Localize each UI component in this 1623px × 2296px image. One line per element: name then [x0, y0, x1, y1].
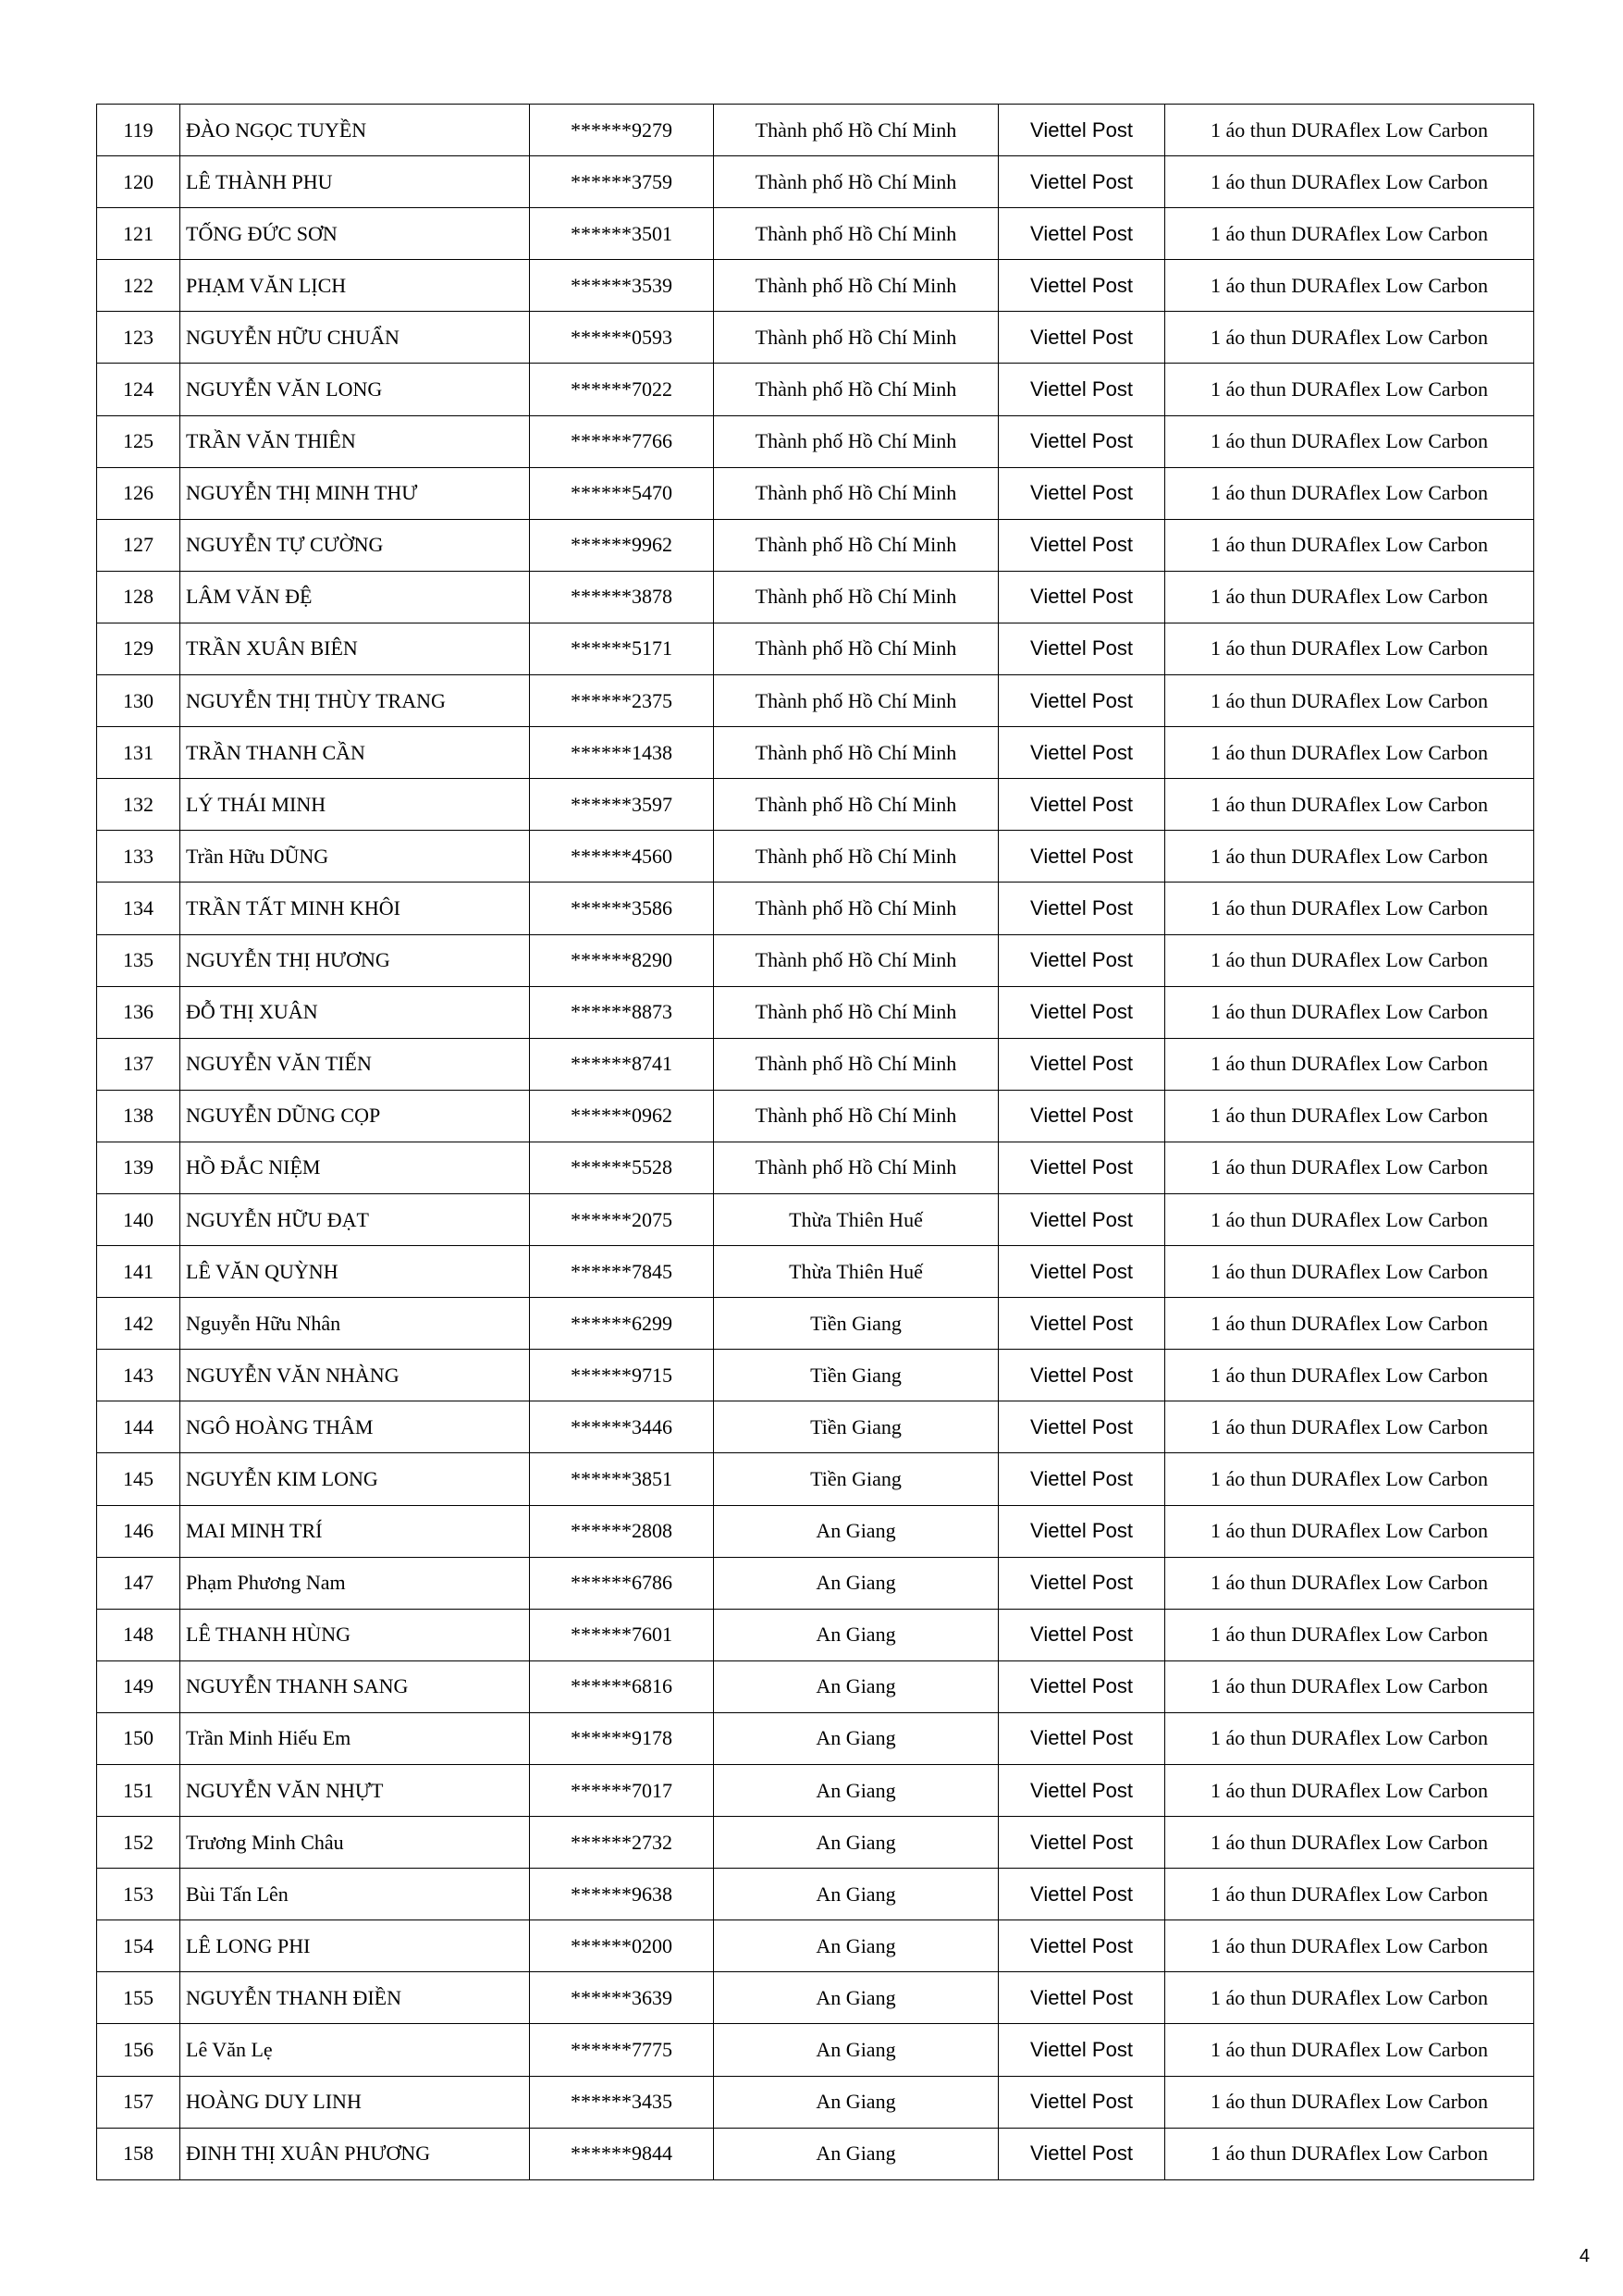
cell-prize: 1 áo thun DURAflex Low Carbon — [1165, 1298, 1534, 1350]
cell-number: 138 — [97, 1090, 180, 1142]
cell-province: An Giang — [714, 2128, 999, 2179]
cell-shipping: Viettel Post — [999, 1609, 1165, 1660]
cell-prize: 1 áo thun DURAflex Low Carbon — [1165, 312, 1534, 364]
cell-province: Thành phố Hồ Chí Minh — [714, 105, 999, 156]
cell-province: An Giang — [714, 1609, 999, 1660]
cell-shipping: Viettel Post — [999, 2128, 1165, 2179]
cell-prize: 1 áo thun DURAflex Low Carbon — [1165, 883, 1534, 934]
cell-name: NGUYỄN VĂN LONG — [180, 364, 530, 415]
cell-province: An Giang — [714, 1660, 999, 1712]
cell-shipping: Viettel Post — [999, 1453, 1165, 1505]
cell-name: NGUYỄN THỊ THÙY TRANG — [180, 675, 530, 727]
cell-name: NGÔ HOÀNG THÂM — [180, 1401, 530, 1453]
cell-province: Thành phố Hồ Chí Minh — [714, 156, 999, 208]
cell-prize: 1 áo thun DURAflex Low Carbon — [1165, 1660, 1534, 1712]
cell-number: 150 — [97, 1712, 180, 1764]
cell-province: Thành phố Hồ Chí Minh — [714, 623, 999, 674]
table-row — [97, 1972, 1534, 2024]
cell-province: Thừa Thiên Huế — [714, 1193, 999, 1245]
winners-table-body — [97, 105, 1534, 2180]
cell-province: Thành phố Hồ Chí Minh — [714, 831, 999, 883]
cell-shipping: Viettel Post — [999, 675, 1165, 727]
table-row — [97, 1142, 1534, 1193]
cell-name: LÂM VĂN ĐỆ — [180, 571, 530, 623]
cell-prize: 1 áo thun DURAflex Low Carbon — [1165, 1453, 1534, 1505]
cell-prize: 1 áo thun DURAflex Low Carbon — [1165, 934, 1534, 986]
cell-prize: 1 áo thun DURAflex Low Carbon — [1165, 1712, 1534, 1764]
cell-prize: 1 áo thun DURAflex Low Carbon — [1165, 156, 1534, 208]
cell-province: An Giang — [714, 2076, 999, 2128]
table-row — [97, 1350, 1534, 1401]
cell-prize: 1 áo thun DURAflex Low Carbon — [1165, 1817, 1534, 1869]
cell-shipping: Viettel Post — [999, 1193, 1165, 1245]
cell-prize: 1 áo thun DURAflex Low Carbon — [1165, 1246, 1534, 1298]
table-row — [97, 312, 1534, 364]
cell-shipping: Viettel Post — [999, 1972, 1165, 2024]
cell-province: Tiền Giang — [714, 1453, 999, 1505]
cell-prize: 1 áo thun DURAflex Low Carbon — [1165, 260, 1534, 312]
cell-prize: 1 áo thun DURAflex Low Carbon — [1165, 986, 1534, 1038]
cell-prize: 1 áo thun DURAflex Low Carbon — [1165, 1350, 1534, 1401]
table-row — [97, 1453, 1534, 1505]
cell-shipping: Viettel Post — [999, 1142, 1165, 1193]
table-row — [97, 1920, 1534, 1972]
cell-prize: 1 áo thun DURAflex Low Carbon — [1165, 364, 1534, 415]
cell-province: An Giang — [714, 1972, 999, 2024]
cell-number: 143 — [97, 1350, 180, 1401]
cell-prize: 1 áo thun DURAflex Low Carbon — [1165, 1765, 1534, 1817]
table-row — [97, 1505, 1534, 1557]
table-row — [97, 883, 1534, 934]
table-row — [97, 2128, 1534, 2179]
cell-phone: ******9715 — [530, 1350, 714, 1401]
cell-shipping: Viettel Post — [999, 1246, 1165, 1298]
cell-shipping: Viettel Post — [999, 312, 1165, 364]
cell-name: Lê Văn Lẹ — [180, 2024, 530, 2076]
cell-number: 123 — [97, 312, 180, 364]
cell-prize: 1 áo thun DURAflex Low Carbon — [1165, 779, 1534, 831]
cell-number: 140 — [97, 1193, 180, 1245]
cell-shipping: Viettel Post — [999, 986, 1165, 1038]
cell-number: 126 — [97, 467, 180, 519]
cell-number: 125 — [97, 415, 180, 467]
table-row — [97, 1660, 1534, 1712]
table-row — [97, 571, 1534, 623]
cell-phone: ******2732 — [530, 1817, 714, 1869]
cell-name: NGUYỄN VĂN NHÀNG — [180, 1350, 530, 1401]
cell-name: HOÀNG DUY LINH — [180, 2076, 530, 2128]
cell-phone: ******7022 — [530, 364, 714, 415]
cell-province: Thành phố Hồ Chí Minh — [714, 312, 999, 364]
cell-shipping: Viettel Post — [999, 208, 1165, 260]
cell-shipping: Viettel Post — [999, 156, 1165, 208]
cell-shipping: Viettel Post — [999, 1038, 1165, 1090]
cell-name: Trần Hữu DŨNG — [180, 831, 530, 883]
cell-name: NGUYỄN TỰ CƯỜNG — [180, 519, 530, 571]
cell-shipping: Viettel Post — [999, 1920, 1165, 1972]
cell-shipping: Viettel Post — [999, 1869, 1165, 1920]
cell-name: LÊ LONG PHI — [180, 1920, 530, 1972]
cell-phone: ******2375 — [530, 675, 714, 727]
cell-number: 156 — [97, 2024, 180, 2076]
cell-province: Thành phố Hồ Chí Minh — [714, 260, 999, 312]
cell-phone: ******9279 — [530, 105, 714, 156]
table-row — [97, 1246, 1534, 1298]
cell-phone: ******9844 — [530, 2128, 714, 2179]
cell-shipping: Viettel Post — [999, 1298, 1165, 1350]
cell-number: 132 — [97, 779, 180, 831]
cell-phone: ******7766 — [530, 415, 714, 467]
cell-province: Thành phố Hồ Chí Minh — [714, 208, 999, 260]
cell-prize: 1 áo thun DURAflex Low Carbon — [1165, 2076, 1534, 2128]
cell-province: Thành phố Hồ Chí Minh — [714, 986, 999, 1038]
cell-shipping: Viettel Post — [999, 1660, 1165, 1712]
cell-phone: ******6816 — [530, 1660, 714, 1712]
cell-number: 121 — [97, 208, 180, 260]
cell-number: 136 — [97, 986, 180, 1038]
cell-phone: ******8290 — [530, 934, 714, 986]
cell-number: 148 — [97, 1609, 180, 1660]
cell-province: Thành phố Hồ Chí Minh — [714, 467, 999, 519]
cell-phone: ******5171 — [530, 623, 714, 674]
table-row — [97, 2076, 1534, 2128]
table-row — [97, 934, 1534, 986]
cell-name: Bùi Tấn Lên — [180, 1869, 530, 1920]
cell-prize: 1 áo thun DURAflex Low Carbon — [1165, 208, 1534, 260]
cell-phone: ******3501 — [530, 208, 714, 260]
cell-shipping: Viettel Post — [999, 260, 1165, 312]
cell-phone: ******0593 — [530, 312, 714, 364]
cell-prize: 1 áo thun DURAflex Low Carbon — [1165, 571, 1534, 623]
cell-number: 119 — [97, 105, 180, 156]
cell-province: An Giang — [714, 1920, 999, 1972]
cell-number: 127 — [97, 519, 180, 571]
cell-prize: 1 áo thun DURAflex Low Carbon — [1165, 1038, 1534, 1090]
cell-name: TRẦN TẤT MINH KHÔI — [180, 883, 530, 934]
cell-name: NGUYỄN THỊ MINH THƯ — [180, 467, 530, 519]
cell-province: Tiền Giang — [714, 1298, 999, 1350]
table-row — [97, 831, 1534, 883]
cell-name: NGUYỄN VĂN TIẾN — [180, 1038, 530, 1090]
table-row — [97, 1712, 1534, 1764]
cell-number: 146 — [97, 1505, 180, 1557]
cell-shipping: Viettel Post — [999, 883, 1165, 934]
cell-prize: 1 áo thun DURAflex Low Carbon — [1165, 1557, 1534, 1609]
cell-shipping: Viettel Post — [999, 1090, 1165, 1142]
cell-phone: ******2075 — [530, 1193, 714, 1245]
cell-number: 135 — [97, 934, 180, 986]
cell-name: NGUYỄN HỮU CHUẨN — [180, 312, 530, 364]
cell-name: MAI MINH TRÍ — [180, 1505, 530, 1557]
cell-name: ĐÀO NGỌC TUYỀN — [180, 105, 530, 156]
table-row — [97, 467, 1534, 519]
cell-prize: 1 áo thun DURAflex Low Carbon — [1165, 1972, 1534, 2024]
cell-phone: ******3639 — [530, 1972, 714, 2024]
cell-number: 157 — [97, 2076, 180, 2128]
cell-prize: 1 áo thun DURAflex Low Carbon — [1165, 1142, 1534, 1193]
cell-phone: ******7845 — [530, 1246, 714, 1298]
cell-shipping: Viettel Post — [999, 1765, 1165, 1817]
table-row — [97, 1298, 1534, 1350]
cell-name: TỐNG ĐỨC SƠN — [180, 208, 530, 260]
cell-shipping: Viettel Post — [999, 727, 1165, 779]
cell-shipping: Viettel Post — [999, 1350, 1165, 1401]
cell-phone: ******5470 — [530, 467, 714, 519]
cell-name: NGUYỄN THANH SANG — [180, 1660, 530, 1712]
cell-prize: 1 áo thun DURAflex Low Carbon — [1165, 831, 1534, 883]
cell-shipping: Viettel Post — [999, 1712, 1165, 1764]
cell-number: 152 — [97, 1817, 180, 1869]
cell-phone: ******3586 — [530, 883, 714, 934]
cell-name: LÊ VĂN QUỲNH — [180, 1246, 530, 1298]
cell-number: 145 — [97, 1453, 180, 1505]
cell-phone: ******9638 — [530, 1869, 714, 1920]
cell-phone: ******3597 — [530, 779, 714, 831]
cell-number: 155 — [97, 1972, 180, 2024]
cell-phone: ******3878 — [530, 571, 714, 623]
table-row — [97, 675, 1534, 727]
cell-phone: ******6786 — [530, 1557, 714, 1609]
cell-name: LÝ THÁI MINH — [180, 779, 530, 831]
cell-province: Thành phố Hồ Chí Minh — [714, 519, 999, 571]
cell-number: 131 — [97, 727, 180, 779]
cell-number: 141 — [97, 1246, 180, 1298]
table-row — [97, 519, 1534, 571]
cell-shipping: Viettel Post — [999, 1505, 1165, 1557]
cell-shipping: Viettel Post — [999, 1557, 1165, 1609]
cell-number: 154 — [97, 1920, 180, 1972]
table-row — [97, 1038, 1534, 1090]
cell-prize: 1 áo thun DURAflex Low Carbon — [1165, 1193, 1534, 1245]
cell-province: An Giang — [714, 1712, 999, 1764]
cell-shipping: Viettel Post — [999, 831, 1165, 883]
cell-shipping: Viettel Post — [999, 364, 1165, 415]
cell-province: Tiền Giang — [714, 1350, 999, 1401]
cell-number: 120 — [97, 156, 180, 208]
table-row — [97, 260, 1534, 312]
cell-province: Thành phố Hồ Chí Minh — [714, 1142, 999, 1193]
cell-phone: ******3435 — [530, 2076, 714, 2128]
cell-shipping: Viettel Post — [999, 2024, 1165, 2076]
cell-name: PHẠM VĂN LỊCH — [180, 260, 530, 312]
table-row — [97, 2024, 1534, 2076]
cell-prize: 1 áo thun DURAflex Low Carbon — [1165, 2024, 1534, 2076]
cell-shipping: Viettel Post — [999, 1817, 1165, 1869]
table-row — [97, 156, 1534, 208]
cell-phone: ******3446 — [530, 1401, 714, 1453]
cell-prize: 1 áo thun DURAflex Low Carbon — [1165, 519, 1534, 571]
cell-name: LÊ THÀNH PHU — [180, 156, 530, 208]
cell-phone: ******0962 — [530, 1090, 714, 1142]
table-row — [97, 105, 1534, 156]
cell-shipping: Viettel Post — [999, 415, 1165, 467]
cell-phone: ******7775 — [530, 2024, 714, 2076]
cell-province: Thành phố Hồ Chí Minh — [714, 883, 999, 934]
table-row — [97, 1817, 1534, 1869]
table-row — [97, 1401, 1534, 1453]
cell-province: Thành phố Hồ Chí Minh — [714, 1038, 999, 1090]
cell-phone: ******3539 — [530, 260, 714, 312]
cell-province: Thành phố Hồ Chí Minh — [714, 934, 999, 986]
cell-prize: 1 áo thun DURAflex Low Carbon — [1165, 415, 1534, 467]
cell-prize: 1 áo thun DURAflex Low Carbon — [1165, 727, 1534, 779]
cell-name: TRẦN THANH CẦN — [180, 727, 530, 779]
cell-province: Thành phố Hồ Chí Minh — [714, 727, 999, 779]
cell-prize: 1 áo thun DURAflex Low Carbon — [1165, 1505, 1534, 1557]
table-row — [97, 727, 1534, 779]
cell-number: 129 — [97, 623, 180, 674]
cell-phone: ******8873 — [530, 986, 714, 1038]
cell-phone: ******5528 — [530, 1142, 714, 1193]
cell-number: 153 — [97, 1869, 180, 1920]
cell-prize: 1 áo thun DURAflex Low Carbon — [1165, 1090, 1534, 1142]
cell-number: 147 — [97, 1557, 180, 1609]
table-row — [97, 1609, 1534, 1660]
table-row — [97, 1090, 1534, 1142]
cell-prize: 1 áo thun DURAflex Low Carbon — [1165, 2128, 1534, 2179]
cell-prize: 1 áo thun DURAflex Low Carbon — [1165, 105, 1534, 156]
cell-phone: ******9962 — [530, 519, 714, 571]
cell-phone: ******8741 — [530, 1038, 714, 1090]
cell-province: Thành phố Hồ Chí Minh — [714, 1090, 999, 1142]
cell-province: An Giang — [714, 1869, 999, 1920]
table-row — [97, 1557, 1534, 1609]
cell-name: TRẦN XUÂN BIÊN — [180, 623, 530, 674]
table-row — [97, 364, 1534, 415]
cell-shipping: Viettel Post — [999, 1401, 1165, 1453]
cell-name: NGUYỄN HỮU ĐẠT — [180, 1193, 530, 1245]
cell-name: NGUYỄN DŨNG CỌP — [180, 1090, 530, 1142]
cell-number: 139 — [97, 1142, 180, 1193]
cell-number: 133 — [97, 831, 180, 883]
cell-prize: 1 áo thun DURAflex Low Carbon — [1165, 623, 1534, 674]
cell-province: An Giang — [714, 1817, 999, 1869]
cell-name: LÊ THANH HÙNG — [180, 1609, 530, 1660]
cell-number: 122 — [97, 260, 180, 312]
winners-table — [96, 104, 1534, 2180]
cell-number: 130 — [97, 675, 180, 727]
cell-name: Trương Minh Châu — [180, 1817, 530, 1869]
cell-shipping: Viettel Post — [999, 2076, 1165, 2128]
cell-shipping: Viettel Post — [999, 623, 1165, 674]
cell-prize: 1 áo thun DURAflex Low Carbon — [1165, 675, 1534, 727]
cell-shipping: Viettel Post — [999, 779, 1165, 831]
table-row — [97, 779, 1534, 831]
cell-province: Thành phố Hồ Chí Minh — [714, 779, 999, 831]
table-row — [97, 1765, 1534, 1817]
cell-prize: 1 áo thun DURAflex Low Carbon — [1165, 1869, 1534, 1920]
table-row — [97, 208, 1534, 260]
cell-phone: ******3851 — [530, 1453, 714, 1505]
cell-number: 134 — [97, 883, 180, 934]
cell-number: 149 — [97, 1660, 180, 1712]
cell-province: Thành phố Hồ Chí Minh — [714, 364, 999, 415]
cell-name: ĐỖ THỊ XUÂN — [180, 986, 530, 1038]
cell-name: Nguyễn Hữu Nhân — [180, 1298, 530, 1350]
cell-prize: 1 áo thun DURAflex Low Carbon — [1165, 1401, 1534, 1453]
cell-name: TRẦN VĂN THIÊN — [180, 415, 530, 467]
page-number: 4 — [1579, 2246, 1590, 2266]
cell-number: 151 — [97, 1765, 180, 1817]
cell-name: Phạm Phương Nam — [180, 1557, 530, 1609]
cell-phone: ******2808 — [530, 1505, 714, 1557]
cell-province: An Giang — [714, 2024, 999, 2076]
cell-phone: ******3759 — [530, 156, 714, 208]
table-row — [97, 1193, 1534, 1245]
cell-shipping: Viettel Post — [999, 934, 1165, 986]
cell-phone: ******7601 — [530, 1609, 714, 1660]
cell-shipping: Viettel Post — [999, 519, 1165, 571]
cell-shipping: Viettel Post — [999, 571, 1165, 623]
table-row — [97, 415, 1534, 467]
cell-shipping: Viettel Post — [999, 467, 1165, 519]
cell-name: NGUYỄN VĂN NHỰT — [180, 1765, 530, 1817]
cell-phone: ******6299 — [530, 1298, 714, 1350]
cell-name: NGUYỄN THANH ĐIỀN — [180, 1972, 530, 2024]
cell-name: Trần Minh Hiếu Em — [180, 1712, 530, 1764]
cell-prize: 1 áo thun DURAflex Low Carbon — [1165, 1920, 1534, 1972]
cell-province: Thành phố Hồ Chí Minh — [714, 675, 999, 727]
cell-number: 137 — [97, 1038, 180, 1090]
cell-phone: ******0200 — [530, 1920, 714, 1972]
table-row — [97, 623, 1534, 674]
cell-province: Thừa Thiên Huế — [714, 1246, 999, 1298]
cell-prize: 1 áo thun DURAflex Low Carbon — [1165, 467, 1534, 519]
cell-province: An Giang — [714, 1765, 999, 1817]
cell-name: NGUYỄN KIM LONG — [180, 1453, 530, 1505]
winners-table-container — [96, 104, 1534, 2180]
cell-name: ĐINH THỊ XUÂN PHƯƠNG — [180, 2128, 530, 2179]
cell-province: Tiền Giang — [714, 1401, 999, 1453]
cell-province: Thành phố Hồ Chí Minh — [714, 415, 999, 467]
cell-name: NGUYỄN THỊ HƯƠNG — [180, 934, 530, 986]
cell-phone: ******1438 — [530, 727, 714, 779]
cell-province: An Giang — [714, 1557, 999, 1609]
cell-number: 128 — [97, 571, 180, 623]
cell-province: Thành phố Hồ Chí Minh — [714, 571, 999, 623]
cell-prize: 1 áo thun DURAflex Low Carbon — [1165, 1609, 1534, 1660]
cell-number: 144 — [97, 1401, 180, 1453]
cell-province: An Giang — [714, 1505, 999, 1557]
cell-number: 124 — [97, 364, 180, 415]
cell-phone: ******7017 — [530, 1765, 714, 1817]
cell-number: 142 — [97, 1298, 180, 1350]
cell-number: 158 — [97, 2128, 180, 2179]
cell-phone: ******4560 — [530, 831, 714, 883]
table-row — [97, 1869, 1534, 1920]
cell-name: HỒ ĐẮC NIỆM — [180, 1142, 530, 1193]
table-row — [97, 986, 1534, 1038]
cell-shipping: Viettel Post — [999, 105, 1165, 156]
cell-phone: ******9178 — [530, 1712, 714, 1764]
